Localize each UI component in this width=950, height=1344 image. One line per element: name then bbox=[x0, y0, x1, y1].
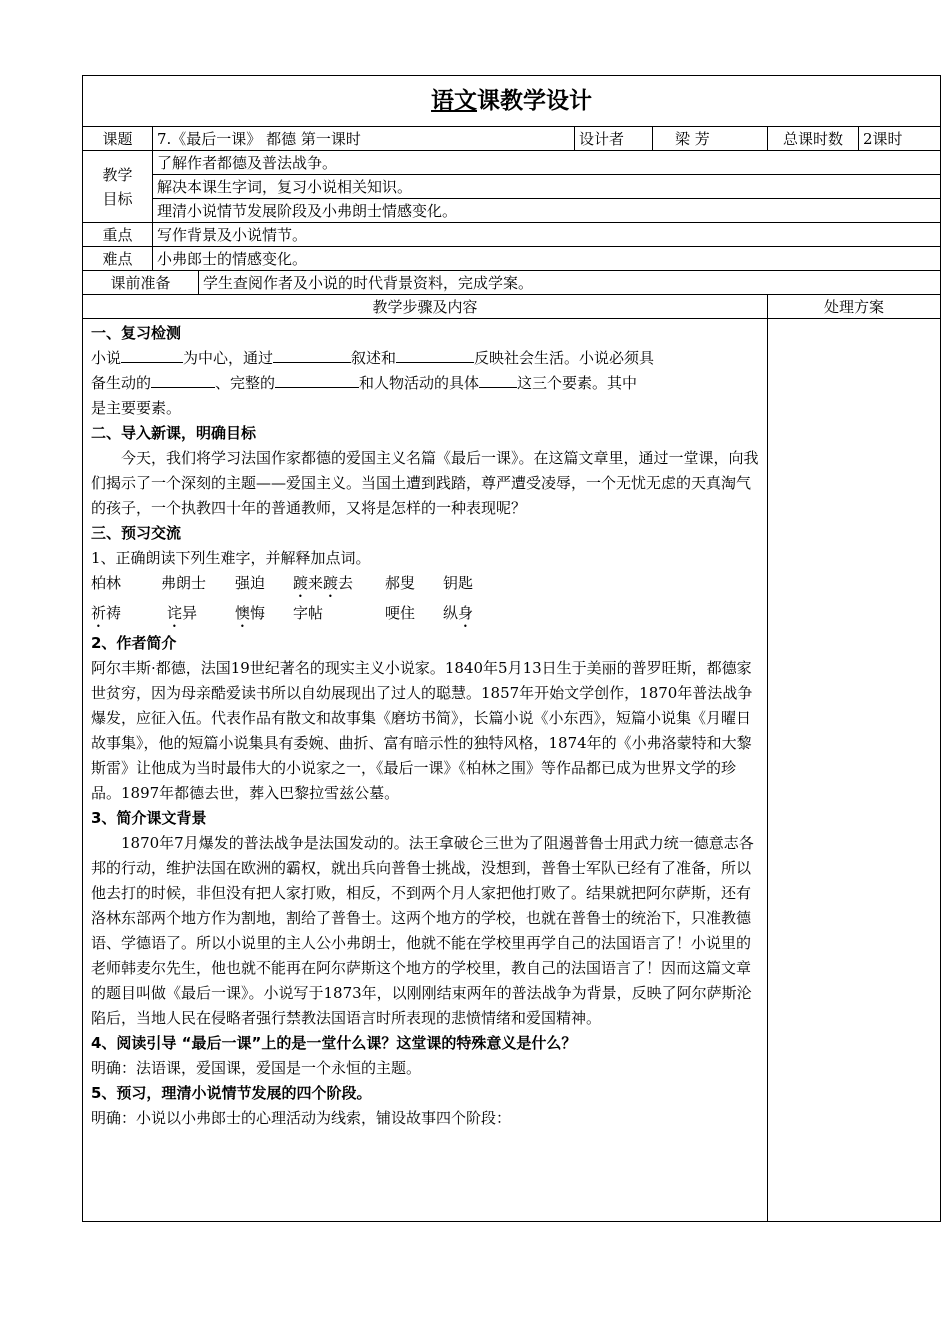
section-heading: 一、复习检测 bbox=[91, 324, 182, 342]
vocab-word: 踱来踱去 bbox=[293, 574, 354, 592]
vocab-row-2 bbox=[91, 601, 761, 631]
lesson-plan-page bbox=[82, 75, 903, 1222]
section-heading: 三、预习交流 bbox=[91, 524, 182, 542]
vocab-word: 郝叟 bbox=[385, 574, 416, 592]
designer-label: 设计者 bbox=[575, 127, 653, 151]
topic-label: 课题 bbox=[83, 127, 153, 151]
vocab-word: 钥匙 bbox=[443, 574, 474, 592]
vocab-word: 柏林 bbox=[91, 574, 122, 592]
subsection-heading: 5、预习，理清小说情节发展的四个阶段。 bbox=[91, 1084, 372, 1102]
background-paragraph: 1870年7月爆发的普法战争是法国发动的。法王拿破仑三世为了阻遏普鲁士用武力统一德意志各邦的行动，维护法国在欧洲的霸权，就出兵向普鲁士挑战，没想到，普鲁士军队已经有了准备，所以他去打的时候，非但没有把人家打败，相反，不到两个月人家把他打败了。结果就把阿尔萨斯，还有洛林东部两个地方作为割地，割给了普鲁士。这两个地方的学校，也就在普鲁士的统治下，只准教德语、学德语了。所以小说里的主人公小弗朗士，他就不能在学校里再学自己的法国语言了！小说里的老师韩麦尔先生，他也就不能再在阿尔萨斯这个地方的学校里，教自己的法国语言了！因而这篇文章的题目叫做《最后一课》。小说写于1873年，以刚刚结束两年的普法战争为背景，反映了阿尔萨斯沦陷后，当地人民在侵略者强行禁教法国语言时所表现的悲愤情绪和爱国精神。 bbox=[91, 834, 754, 1027]
topic-value: 7.《最后一课》 都德 第一课时 bbox=[153, 127, 575, 151]
designer-value: 梁 芳 bbox=[653, 127, 768, 151]
key-point-value: 写作背景及小说情节。 bbox=[153, 223, 941, 247]
total-hours-label: 总课时数 bbox=[768, 127, 859, 151]
vocab-word: 懊悔 bbox=[235, 604, 266, 622]
steps-column-header: 教学步骤及内容 bbox=[83, 295, 768, 319]
steps-content bbox=[83, 319, 768, 1222]
title-subject: 语文 bbox=[431, 88, 478, 114]
vocab-word: 哽住 bbox=[385, 604, 416, 622]
answer-text: 明确：法语课，爱国课，爱国是一个永恒的主题。 bbox=[91, 1059, 422, 1077]
vocab-word: 纵身 bbox=[443, 604, 474, 622]
intro-paragraph: 今天，我们将学习法国作家都德的爱国主义名篇《最后一课》。在这篇文章里，通过一堂课，向我们揭示了一个深刻的主题——爱国主义。当国土遭到践踏，尊严遭受凌辱，一个无忧无虑的天真淘气的孩子，一个执教四十年的普通教师，又将是怎样的一种表现呢？ bbox=[91, 449, 759, 517]
subsection-heading: 2、作者简介 bbox=[91, 634, 177, 652]
vocab-word: 诧异 bbox=[167, 604, 198, 622]
vocab-word: 字帖 bbox=[293, 604, 324, 622]
plan-content bbox=[768, 319, 941, 1222]
vocab-word: 祈祷 bbox=[91, 604, 122, 622]
title-rest: 课教学设计 bbox=[477, 88, 593, 114]
objectives-label-line2: 目标 bbox=[102, 189, 133, 208]
vocab-word: 强迫 bbox=[235, 574, 266, 592]
section-heading: 二、导入新课，明确目标 bbox=[91, 424, 257, 442]
lesson-plan-table bbox=[82, 75, 941, 1222]
prep-value: 学生查阅作者及小说的时代背景资料，完成学案。 bbox=[199, 271, 941, 295]
vocab-row-1 bbox=[91, 571, 761, 601]
total-hours-value: 2课时 bbox=[859, 127, 941, 151]
objectives-label bbox=[83, 151, 153, 223]
prep-label: 课前准备 bbox=[83, 271, 199, 295]
review-line-1: 小说 为中心，通过 叙述和 反映社会生活。小说必须具 bbox=[91, 346, 761, 371]
objective-item: 解决本课生字词，复习小说相关知识。 bbox=[153, 175, 941, 199]
page-title bbox=[83, 76, 941, 127]
objective-item: 了解作者都德及普法战争。 bbox=[153, 151, 941, 175]
review-line-3: 是主要要素。 bbox=[91, 399, 182, 417]
difficulty-label: 难点 bbox=[83, 247, 153, 271]
vocab-instruction: 1、正确朗读下列生难字，并解释加点词。 bbox=[91, 549, 371, 567]
objectives-label-line1: 教学 bbox=[102, 165, 133, 184]
plan-column-header: 处理方案 bbox=[768, 295, 941, 319]
answer-text: 明确：小说以小弗郎士的心理活动为线索，铺设故事四个阶段： bbox=[91, 1109, 512, 1127]
vocab-word: 弗朗士 bbox=[161, 574, 207, 592]
key-point-label: 重点 bbox=[83, 223, 153, 247]
author-paragraph: 阿尔丰斯·都德，法国19世纪著名的现实主义小说家。1840年5月13日生于美丽的普罗旺斯，都德家世贫穷，因为母亲酷爱读书所以自幼展现出了过人的聪慧。1857年开始文学创作，1870年普法战争爆发，应征入伍。代表作品有散文和故事集《磨坊书简》，长篇小说《小东西》，短篇小说集《月曜日故事集》，他的短篇小说集具有委婉、曲折、富有暗示性的独特风格，1874年的《小弗洛蒙特和大黎斯雷》让他成为当时最伟大的小说家之一，《最后一课》《柏林之围》等作品都已成为世界文学的珍品。1897年都德去世，葬入巴黎拉雪兹公墓。 bbox=[91, 659, 753, 802]
objective-item: 理清小说情节发展阶段及小弗朗士情感变化。 bbox=[153, 199, 941, 223]
review-line-2: 备生动的 、完整的 和人物活动的具体 这三个要素。其中 bbox=[91, 371, 761, 396]
difficulty-value: 小弗郎士的情感变化。 bbox=[153, 247, 941, 271]
subsection-heading: 3、简介课文背景 bbox=[91, 809, 207, 827]
subsection-heading: 4、阅读引导 “最后一课”上的是一堂什么课？这堂课的特殊意义是什么？ bbox=[91, 1034, 577, 1052]
